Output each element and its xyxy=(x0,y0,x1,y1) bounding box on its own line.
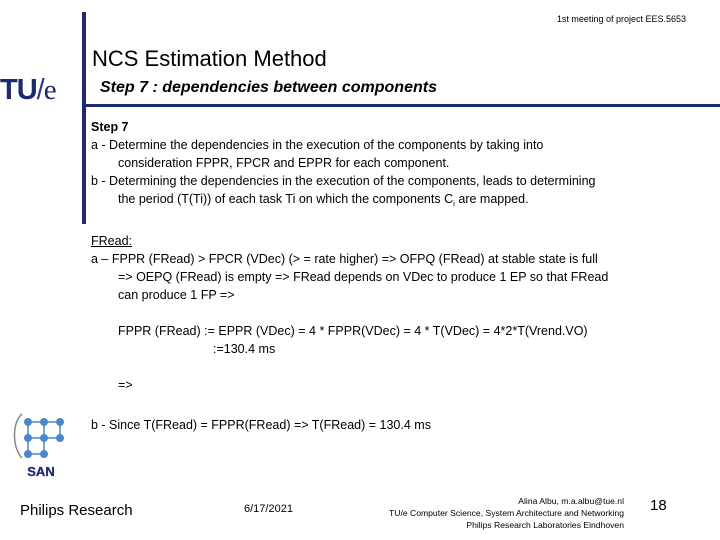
fread-a-line2: => OEPQ (FRead) is empty => FRead depends on VDec to produce 1 EP so that FRead xyxy=(118,269,609,284)
footer-date: 6/17/2021 xyxy=(244,503,293,515)
slide-subtitle: Step 7 : dependencies between components xyxy=(100,79,437,96)
fread-a-line1: a – FPPR (FRead) > FPCR (VDec) (> = rate higher) => OFPQ (FRead) at stable state is full xyxy=(91,251,598,266)
slide-body xyxy=(91,118,691,434)
horizontal-divider xyxy=(82,104,720,107)
item-a-line1: a - Determine the dependencies in the execution of the components by taking into xyxy=(91,138,544,152)
footer-company: Philips Research xyxy=(20,502,133,519)
fread-heading: FRead: xyxy=(91,233,132,248)
fread-b-line: b - Since T(FRead) = FPPR(FRead) => T(FRead) = 130.4 ms xyxy=(91,417,431,432)
item-b-line2: the period (T(Ti)) of each task Ti on which the components $C_i$ are mapped. xyxy=(118,192,529,209)
tue-logo xyxy=(0,74,80,108)
san-logo xyxy=(10,408,72,480)
san-network-icon xyxy=(10,408,72,480)
footer-author xyxy=(340,495,624,531)
footer-author-line3: Philips Research Laboratories Eindhoven xyxy=(466,520,624,530)
page-number: 18 xyxy=(650,497,667,514)
formula-line1: FPPR (FRead) := EPPR (VDec) = 4 * FPPR(VDec) = 4 * T(VDec) = 4*2*T(Vrend.VO) xyxy=(118,323,588,338)
vertical-divider xyxy=(82,12,86,224)
footer-author-line1: Alina Albu, m.a.albu@tue.nl xyxy=(518,496,624,506)
formula-line2: :=130.4 ms xyxy=(213,341,276,356)
item-b-line1: b - Determining the dependencies in the execution of the components, leads to determining xyxy=(91,174,596,188)
slide-title: NCS Estimation Method xyxy=(92,46,327,71)
footer-author-line2: TU/e Computer Science, System Architecture and Networking xyxy=(389,508,624,518)
arrow-line: => xyxy=(118,377,133,392)
step-heading: Step 7 xyxy=(91,120,129,134)
fread-a-line3: can produce 1 FP => xyxy=(118,287,235,302)
san-logo-text: SAN xyxy=(27,464,55,479)
tue-logo-text: TU/e xyxy=(0,74,56,106)
item-a-line2: consideration FPPR, FPCR and EPPR for each component. xyxy=(118,156,450,170)
meeting-label: 1st meeting of project EES.5653 xyxy=(556,14,686,24)
